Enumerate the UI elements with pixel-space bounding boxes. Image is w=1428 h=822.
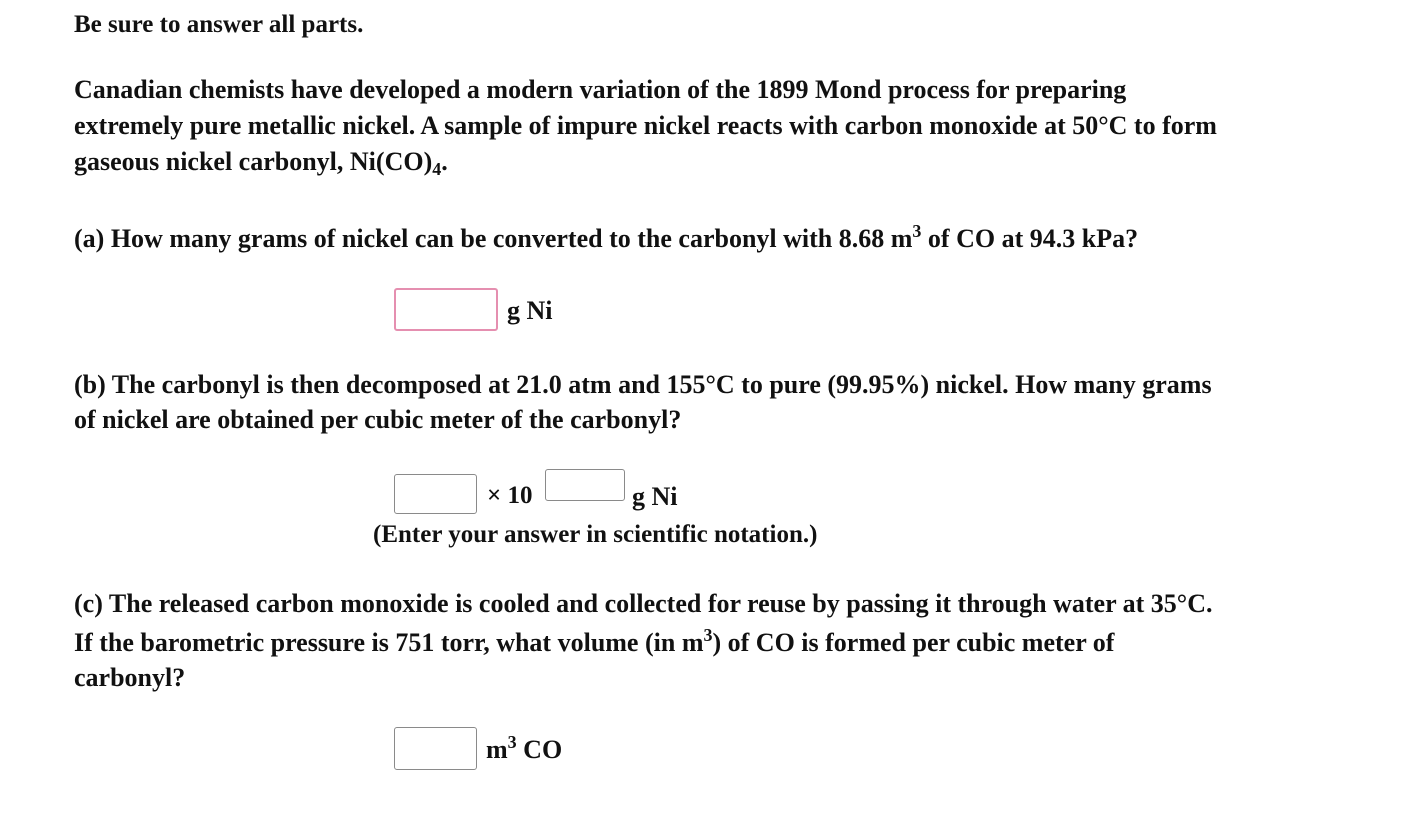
part-c-unit-end: CO — [516, 735, 563, 764]
part-c-question-line-2-text: If the barometric pressure is 751 torr, what volume (in m — [74, 628, 704, 657]
part-c-question-line-3: carbonyl? — [74, 663, 186, 692]
part-a-superscript: 3 — [912, 221, 922, 241]
part-b-question-line-1: (b) The carbonyl is then decomposed at 21.0 atm and 155°C to pure (99.95%) nickel. How many grams — [74, 370, 1212, 399]
part-b-hint: (Enter your answer in scientific notation.) — [373, 521, 818, 548]
part-c-answer-input[interactable] — [394, 727, 477, 770]
intro-line-3-text: gaseous nickel carbonyl, Ni(CO) — [74, 147, 433, 176]
part-b-coefficient-input[interactable] — [394, 474, 477, 514]
intro-line-3 — [74, 147, 448, 179]
instruction-text: Be sure to answer all parts. — [74, 11, 364, 38]
intro-line-3-end: . — [441, 147, 448, 176]
part-c-unit-base: m — [486, 735, 508, 764]
part-b-question-line-2: of nickel are obtained per cubic meter of the carbonyl? — [74, 405, 682, 434]
part-b-unit: g Ni — [632, 482, 678, 511]
part-a-question-text: (a) How many grams of nickel can be converted to the carbonyl with 8.68 m — [74, 224, 913, 253]
part-a-question — [74, 221, 1139, 253]
part-c-unit — [486, 732, 563, 764]
part-a-unit: g Ni — [507, 296, 553, 325]
part-c-question-line-2-end: ) of CO is formed per cubic meter of — [712, 628, 1115, 657]
part-c-superscript: 3 — [703, 625, 713, 645]
intro-line-2: extremely pure metallic nickel. A sample of impure nickel reacts with carbon monoxide at 50°C to form — [74, 111, 1217, 140]
part-b-times-ten: × 10 — [487, 482, 533, 509]
intro-line-3-subscript: 4 — [432, 159, 442, 179]
part-c-question-line-2 — [74, 625, 1115, 657]
part-a-answer-input[interactable] — [394, 288, 498, 331]
part-a-question-end: of CO at 94.3 kPa? — [921, 224, 1139, 253]
intro-line-1: Canadian chemists have developed a modern variation of the 1899 Mond process for preparing — [74, 75, 1127, 104]
part-c-question-line-1: (c) The released carbon monoxide is cooled and collected for reuse by passing it through water at 35°C. — [74, 589, 1213, 618]
part-b-exponent-input[interactable] — [545, 469, 625, 501]
part-c-unit-superscript: 3 — [507, 732, 517, 752]
